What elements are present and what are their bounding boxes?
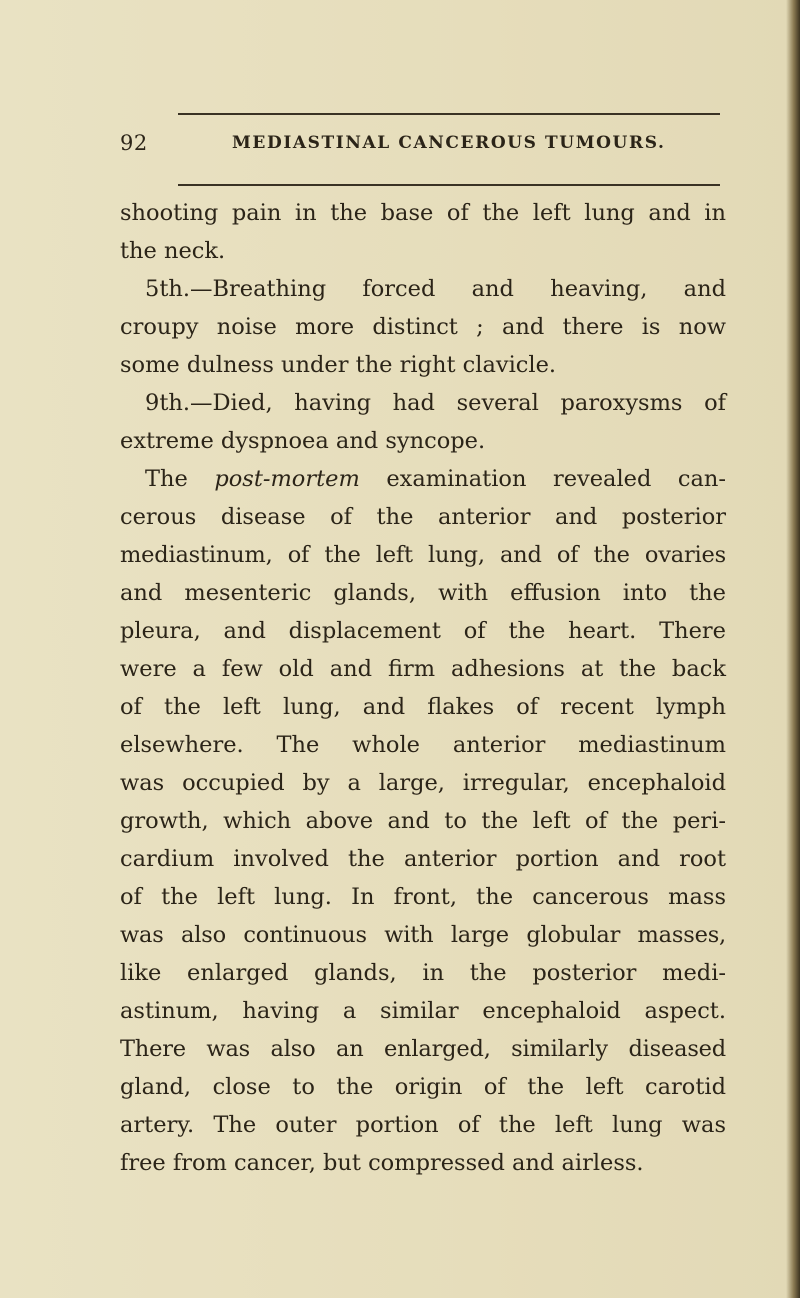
header-top-rule [178,113,720,115]
page-edge-shadow [786,0,800,1298]
text-line: the neck. [120,238,226,264]
page-number: 92 [120,131,148,155]
text-line: gland, close to the origin of the left carotid [120,1074,726,1100]
text-line: of the left lung, and flakes of recent lymph [120,694,726,720]
text-line: cardium involved the anterior portion and root [120,846,726,872]
text-line: were a few old and firm adhesions at the back [120,656,726,682]
text-line: elsewhere. The whole anterior mediastinum [120,732,726,758]
text-line: growth, which above and to the left of the peri- [120,808,726,834]
text-line: extreme dyspnoea and syncope. [120,428,486,454]
text-line: shooting pain in the base of the left lung and in [120,200,726,226]
text-line: was also continuous with large globular masses, [120,922,726,948]
text-segment: examination revealed can- [359,466,727,492]
text-line: some dulness under the right clavicle. [120,352,557,378]
text-line: artery. The outer portion of the left lung was [120,1112,726,1138]
text-line: 9th.—Died, having had several paroxysms of [145,390,726,416]
running-head: MEDIASTINAL CANCEROUS TUMOURS. [232,133,666,153]
text-segment: The [145,466,215,492]
text-line: There was also an enlarged, similarly diseased [120,1036,726,1062]
text-line: of the left lung. In front, the cancerous mass [120,884,726,910]
header-bottom-rule [178,184,720,186]
text-line: 5th.—Breathing forced and heaving, and [145,276,726,302]
page-header [120,131,720,167]
text-line: and mesenteric glands, with effusion into the [120,580,726,606]
text-line: astinum, having a similar encephaloid aspect. [120,998,726,1024]
text-line: like enlarged glands, in the posterior medi- [120,960,726,986]
text-line: cerous disease of the anterior and posterior [120,504,726,530]
text-line: free from cancer, but compressed and airless. [120,1150,644,1176]
text-line [120,460,726,498]
body-text [120,194,726,1182]
text-line: mediastinum, of the left lung, and of the ovaries [120,542,726,568]
text-line: pleura, and displacement of the heart. There [120,618,726,644]
italic-phrase: post-mortem [214,466,360,492]
text-line: was occupied by a large, irregular, encephaloid [120,770,726,796]
text-line: croupy noise more distinct ; and there is now [120,314,726,340]
